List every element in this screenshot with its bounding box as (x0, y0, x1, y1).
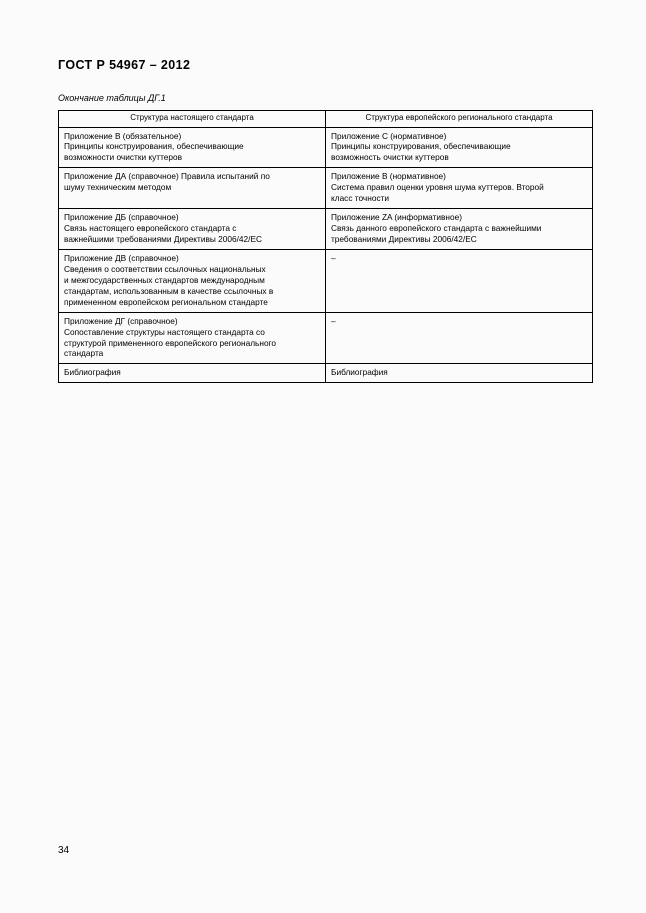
cell-line: Приложение ДБ (справочное) (64, 212, 179, 223)
table-cell-left (59, 364, 326, 383)
cell-line: Библиография (64, 367, 121, 378)
cell-line: возможности очистки куттеров (64, 152, 183, 163)
cell-line: Приложение В (нормативное) (331, 171, 446, 182)
table-cell-left (59, 312, 326, 364)
table-cell-right (326, 127, 593, 168)
cell-line: возможность очистки куттеров (331, 152, 449, 163)
cell-line: Принципы конструирования, обеспечивающие (331, 141, 511, 152)
cell-line: Приложение ДВ (справочное) (64, 252, 179, 263)
table-cell-left (59, 249, 326, 312)
cell-line: структурой примененного европейского регионального (64, 337, 277, 348)
cell-line: класс точности (331, 193, 390, 204)
table-row (59, 168, 593, 209)
cell-line: Приложение ДА (справочное) Правила испытаний по (64, 171, 270, 182)
cell-line: Сведения о соответствии ссылочных национальных (64, 263, 266, 274)
table-row (59, 364, 593, 383)
table-row (59, 127, 593, 168)
table-cell-left (59, 127, 326, 168)
page-title: ГОСТ Р 54967 – 2012 (58, 58, 191, 72)
table-caption: Окончание таблицы ДГ.1 (58, 93, 166, 103)
table-header-row (59, 111, 593, 128)
table-cell-left (59, 168, 326, 209)
cell-line: Связь данного европейского стандарта с важнейшими (331, 223, 542, 234)
cell-line: Принципы конструирования, обеспечивающие (64, 141, 244, 152)
table-row (59, 312, 593, 364)
cell-line: Приложение ДГ (справочное) (64, 315, 178, 326)
cell-line: Библиография (331, 367, 388, 378)
cell-line: стандартам, использованным в качестве ссылочных в (64, 285, 274, 296)
cell-line: – (331, 315, 336, 326)
cell-line: Связь настоящего европейского стандарта с (64, 223, 237, 234)
cell-line: Приложение С (нормативное) (331, 130, 447, 141)
cell-line: шуму техническим методом (64, 182, 172, 193)
column-header-left: Структура настоящего стандарта (59, 111, 326, 128)
cell-line: требованиями Директивы 2006/42/ЕС (331, 234, 477, 245)
page-number: 34 (58, 845, 70, 856)
comparison-table (58, 110, 593, 383)
cell-line: Сопоставление структуры настоящего стандарта со (64, 326, 265, 337)
cell-line: Система правил оценки уровня шума куттеров. Второй (331, 182, 544, 193)
table-cell-right (326, 168, 593, 209)
column-header-right: Структура европейского регионального стандарта (326, 111, 593, 128)
cell-line: стандарта (64, 348, 104, 359)
table-cell-right (326, 249, 593, 312)
cell-line: Приложение ZA (информативное) (331, 212, 463, 223)
table-row (59, 249, 593, 312)
table-cell-left (59, 209, 326, 250)
cell-line: – (331, 252, 336, 263)
table-row (59, 209, 593, 250)
table-cell-right (326, 312, 593, 364)
cell-line: примененном европейском региональном стандарте (64, 296, 268, 307)
cell-line: Приложение В (обязательное) (64, 130, 182, 141)
table-cell-right (326, 364, 593, 383)
table-cell-right (326, 209, 593, 250)
cell-line: важнейшими требованиями Директивы 2006/42/ЕС (64, 234, 262, 245)
cell-line: и межгосударственных стандартов международным (64, 274, 265, 285)
